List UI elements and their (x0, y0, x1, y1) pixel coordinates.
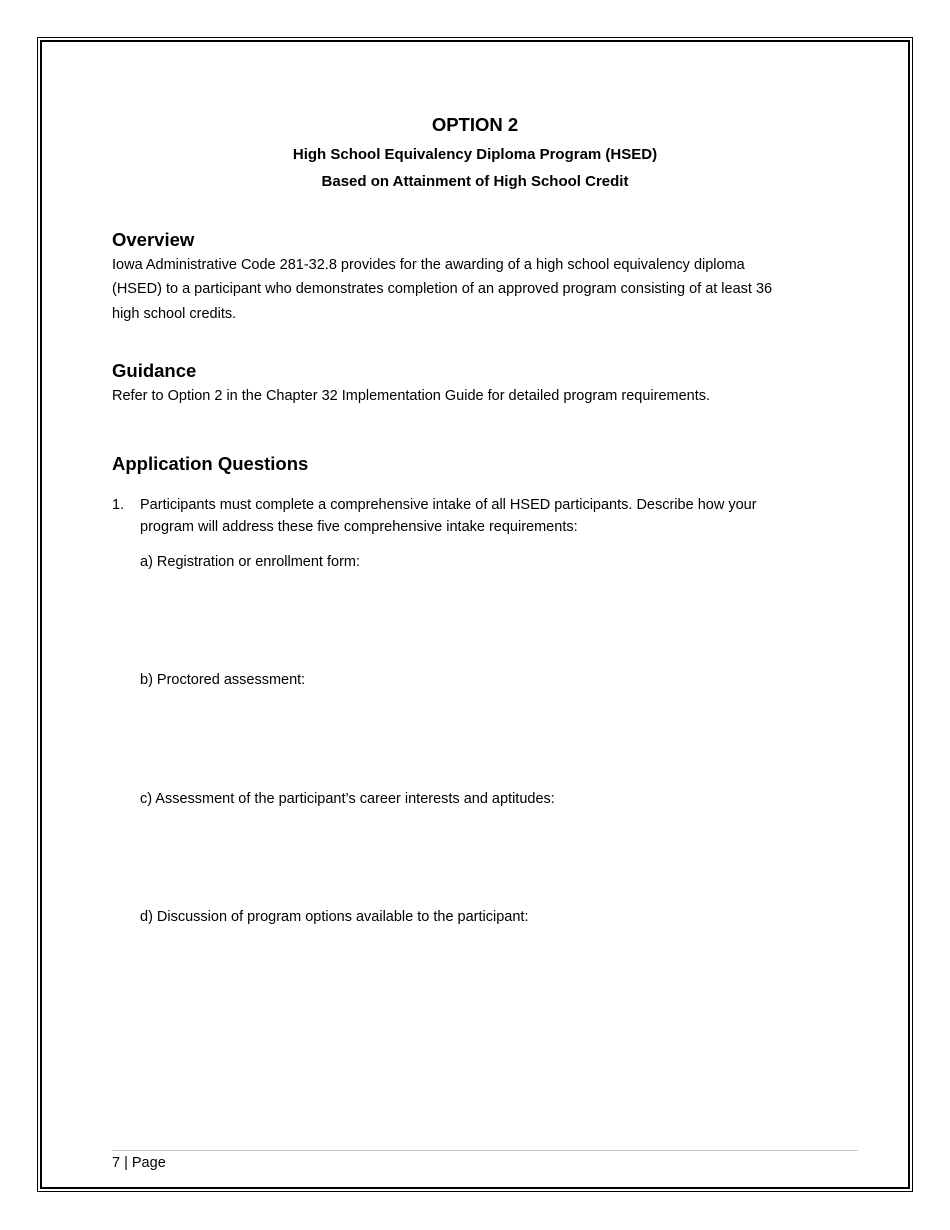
page-number: 7 | Page (112, 1155, 166, 1171)
page-border-inner (40, 40, 910, 1189)
page-subtitle-line-1: High School Equivalency Diploma Program (HSED) (292, 146, 658, 163)
question-1-item-a: a) Registration or enrollment form: (140, 554, 360, 570)
question-1-item-d: d) Discussion of program options available to the participant: (140, 909, 529, 925)
overview-line-1: Iowa Administrative Code 281-32.8 provides for the awarding of a high school equivalency diploma (112, 257, 745, 273)
question-1-line-2: program will address these five comprehensive intake requirements: (140, 519, 578, 535)
question-1-item-b: b) Proctored assessment: (140, 672, 306, 688)
page-subtitle-line-2: Based on Attainment of High School Credit (321, 173, 629, 190)
overview-line-3: high school credits. (112, 306, 237, 322)
question-1-line-1: Participants must complete a comprehensive intake of all HSED participants. Describe how your (140, 497, 757, 513)
guidance-heading: Guidance (112, 360, 197, 381)
overview-heading: Overview (112, 229, 195, 250)
question-1-item-c: c) Assessment of the participant’s career interests and aptitudes: (140, 791, 555, 807)
page-title: OPTION 2 (431, 114, 519, 135)
application-questions-heading: Application Questions (112, 453, 309, 474)
overview-line-2: (HSED) to a participant who demonstrates completion of an approved program consisting of at least 36 (112, 281, 773, 297)
guidance-text: Refer to Option 2 in the Chapter 32 Implementation Guide for detailed program requirements. (112, 388, 711, 404)
footer-divider (112, 1150, 858, 1151)
question-1-number: 1. (112, 497, 125, 513)
